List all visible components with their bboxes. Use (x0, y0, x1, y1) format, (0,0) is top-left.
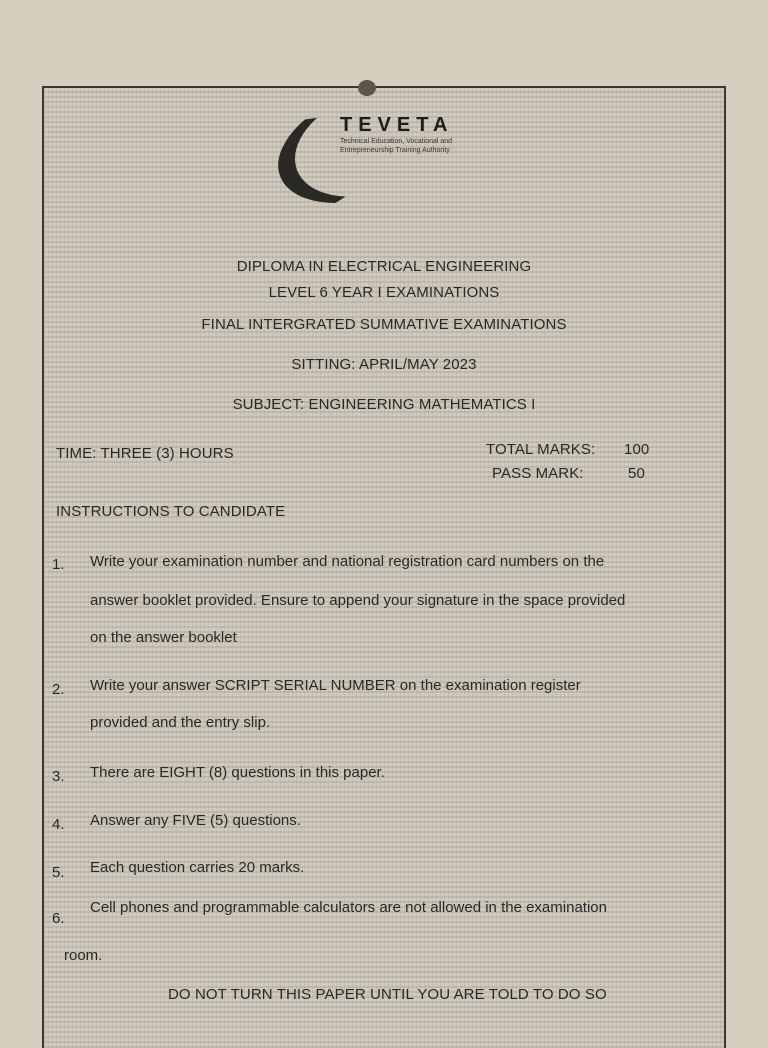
instructions-heading: INSTRUCTIONS TO CANDIDATE (56, 503, 286, 520)
logo-name: TEVETA (340, 114, 454, 136)
item-number: 1. (52, 556, 65, 573)
item-number: 4. (52, 816, 65, 833)
item-number: 2. (52, 681, 65, 698)
item-number: 3. (52, 768, 65, 785)
pass-mark-label: PASS MARK: (492, 465, 584, 482)
instruction-line: Answer any FIVE (5) questions. (90, 812, 301, 829)
instruction-line: Write your answer SCRIPT SERIAL NUMBER on the examination register (90, 677, 581, 694)
programme-title: DIPLOMA IN ELECTRICAL ENGINEERING (236, 258, 532, 275)
instruction-line: Cell phones and programmable calculators are not allowed in the examination (90, 899, 607, 916)
sitting: SITTING: APRIL/MAY 2023 (291, 356, 477, 373)
exam-title: FINAL INTERGRATED SUMMATIVE EXAMINATIONS (201, 316, 567, 333)
instruction-line: Each question carries 20 marks. (90, 859, 305, 876)
logo-tagline: Technical Education, Vocational and (340, 138, 453, 145)
instruction-line: provided and the entry slip. (90, 714, 271, 731)
item-number: 6. (52, 910, 65, 927)
total-marks-value: 100 (624, 441, 650, 458)
item-number: 5. (52, 864, 65, 881)
instruction-line: There are EIGHT (8) questions in this paper. (90, 764, 385, 781)
instruction-line: on the answer booklet (90, 629, 237, 646)
instruction-line: answer booklet provided. Ensure to append your signature in the space provided (90, 592, 626, 609)
subject: SUBJECT: ENGINEERING MATHEMATICS I (232, 396, 536, 413)
exam-time: TIME: THREE (3) HOURS (56, 445, 234, 462)
total-marks-label: TOTAL MARKS: (486, 441, 596, 458)
footer-warning: DO NOT TURN THIS PAPER UNTIL YOU ARE TOLD TO DO SO (168, 986, 607, 1003)
instruction-line: Write your examination number and national registration card numbers on the (90, 553, 605, 570)
instruction-line: room. (64, 947, 103, 964)
pass-mark-value: 50 (628, 465, 645, 482)
logo-tagline: Entrepreneurship Training Authority (340, 147, 450, 154)
exam-paper (42, 86, 726, 1048)
level-title: LEVEL 6 YEAR I EXAMINATIONS (268, 284, 500, 301)
